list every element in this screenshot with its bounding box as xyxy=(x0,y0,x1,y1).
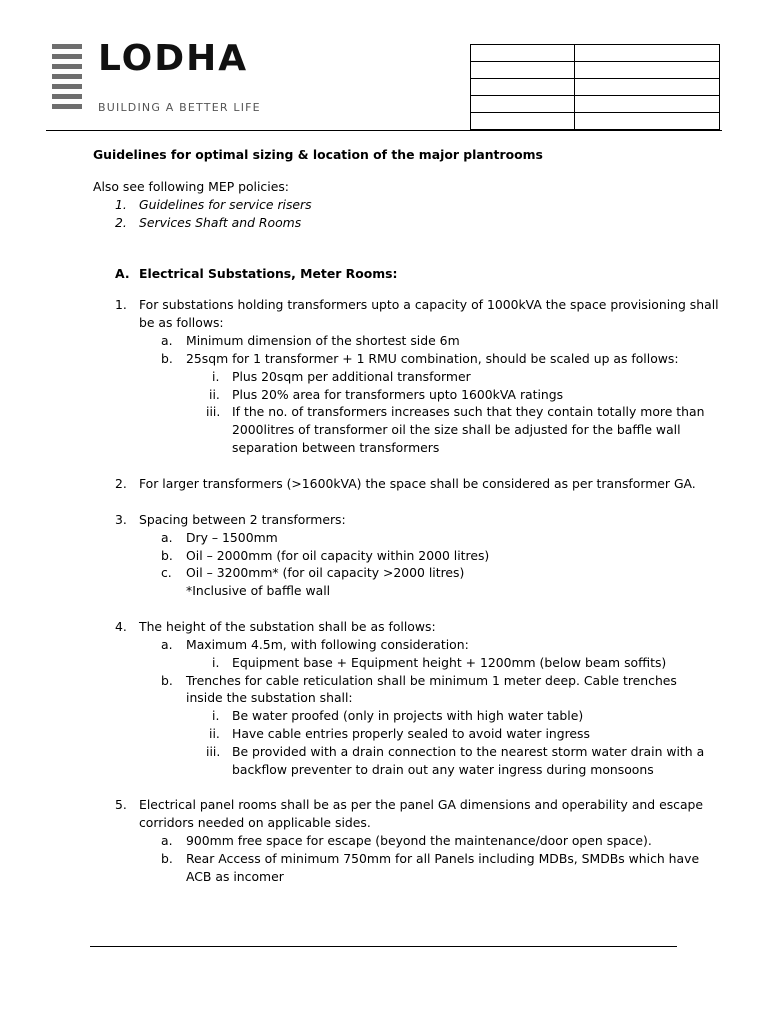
brand-name: LODHA xyxy=(98,38,249,79)
list-text: Spacing between 2 transformers: xyxy=(139,512,346,527)
list-marker: i. xyxy=(212,655,220,670)
document-info-table xyxy=(470,44,720,130)
list-text: Equipment base + Equipment height + 1200mm (below beam soffits) xyxy=(232,655,667,670)
list-marker: ii. xyxy=(209,726,220,741)
list-text: Be water proofed (only in projects with high water table) xyxy=(232,708,584,723)
list-text: The height of the substation shall be as follows: xyxy=(139,619,436,634)
info-cell xyxy=(575,79,720,96)
list-marker: b. xyxy=(161,851,173,866)
list-text: Rear Access of minimum 750mm for all Panels including MDBs, SMDBs which have xyxy=(186,851,700,866)
policy-item: Services Shaft and Rooms xyxy=(139,215,302,230)
list-marker: a. xyxy=(161,637,173,652)
list-text: 25sqm for 1 transformer + 1 RMU combination, should be scaled up as follows: xyxy=(186,351,679,366)
list-marker: b. xyxy=(161,548,173,563)
policy-number: 1. xyxy=(115,197,127,212)
policy-number: 2. xyxy=(115,215,127,230)
list-text: For substations holding transformers upto a capacity of 1000kVA the space provisioning shall xyxy=(139,297,719,312)
list-text: For larger transformers (>1600kVA) the space shall be considered as per transformer GA. xyxy=(139,476,696,491)
list-marker: 4. xyxy=(115,619,127,634)
list-text: Oil – 2000mm (for oil capacity within 2000 litres) xyxy=(186,548,490,563)
list-text: separation between transformers xyxy=(232,440,440,455)
brand-tagline: BUILDING A BETTER LIFE xyxy=(98,101,261,114)
info-cell xyxy=(471,45,575,62)
intro-text: Also see following MEP policies: xyxy=(93,179,289,194)
list-marker: a. xyxy=(161,333,173,348)
info-cell xyxy=(471,62,575,79)
list-text: Be provided with a drain connection to the nearest storm water drain with a xyxy=(232,744,705,759)
list-text: Minimum dimension of the shortest side 6m xyxy=(186,333,460,348)
list-marker: b. xyxy=(161,673,173,688)
list-marker: a. xyxy=(161,530,173,545)
list-text: Plus 20sqm per additional transformer xyxy=(232,369,471,384)
footer-divider xyxy=(90,946,677,947)
list-marker: 5. xyxy=(115,797,127,812)
list-marker: i. xyxy=(212,708,220,723)
info-cell xyxy=(471,96,575,113)
policy-item: Guidelines for service risers xyxy=(139,197,312,212)
list-marker: c. xyxy=(161,565,172,580)
list-marker: i. xyxy=(212,369,220,384)
list-text: Oil – 3200mm* (for oil capacity >2000 litres) xyxy=(186,565,465,580)
list-text: If the no. of transformers increases such that they contain totally more than xyxy=(232,404,705,419)
list-text: 2000litres of transformer oil the size shall be adjusted for the baffle wall xyxy=(232,422,681,437)
list-marker: 3. xyxy=(115,512,127,527)
list-marker: ii. xyxy=(209,387,220,402)
list-text: backflow preventer to drain out any water ingress during monsoons xyxy=(232,762,654,777)
header-divider xyxy=(46,130,722,131)
list-text: inside the substation shall: xyxy=(186,690,353,705)
list-text: Maximum 4.5m, with following consideration: xyxy=(186,637,469,652)
list-marker: iii. xyxy=(206,404,221,419)
list-text: 900mm free space for escape (beyond the maintenance/door open space). xyxy=(186,833,652,848)
info-cell xyxy=(575,45,720,62)
info-cell xyxy=(575,96,720,113)
list-marker: b. xyxy=(161,351,173,366)
info-cell xyxy=(471,113,575,130)
list-marker: iii. xyxy=(206,744,221,759)
info-cell xyxy=(471,79,575,96)
document-title: Guidelines for optimal sizing & location of the major plantrooms xyxy=(93,147,543,162)
list-marker: a. xyxy=(161,833,173,848)
list-text: *Inclusive of baffle wall xyxy=(186,583,331,598)
list-text: Dry – 1500mm xyxy=(186,530,278,545)
list-text: Electrical panel rooms shall be as per the panel GA dimensions and operability and escape xyxy=(139,797,704,812)
section-letter: A. xyxy=(115,266,130,281)
list-marker: 2. xyxy=(115,476,127,491)
list-text: ACB as incomer xyxy=(186,869,284,884)
info-cell xyxy=(575,113,720,130)
list-text: be as follows: xyxy=(139,315,224,330)
list-marker: 1. xyxy=(115,297,127,312)
section-heading: Electrical Substations, Meter Rooms: xyxy=(139,266,398,281)
list-text: Trenches for cable reticulation shall be minimum 1 meter deep. Cable trenches xyxy=(186,673,677,688)
list-text: Have cable entries properly sealed to avoid water ingress xyxy=(232,726,590,741)
list-text: Plus 20% area for transformers upto 1600kVA ratings xyxy=(232,387,564,402)
list-text: corridors needed on applicable sides. xyxy=(139,815,371,830)
info-cell xyxy=(575,62,720,79)
